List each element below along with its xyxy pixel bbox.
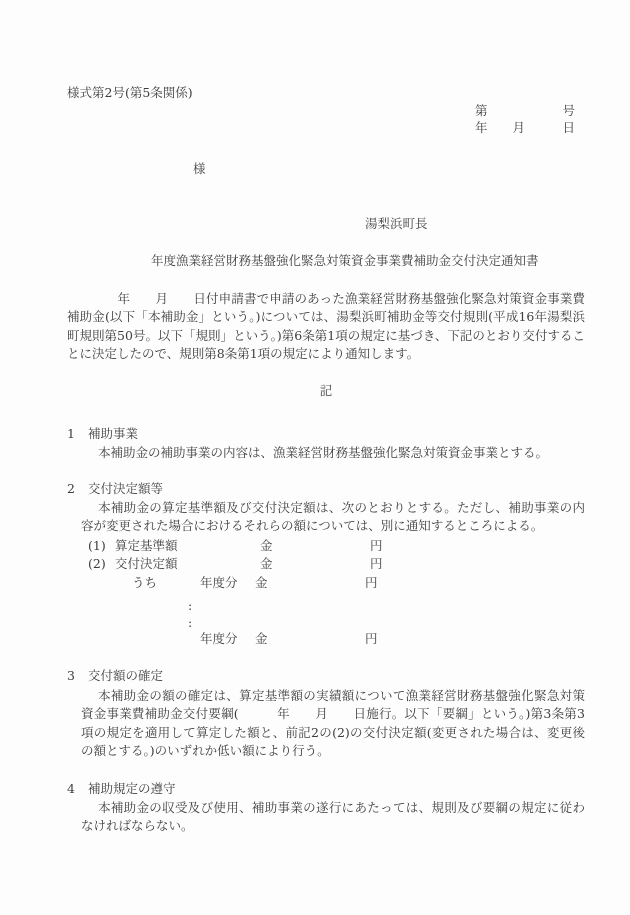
- amount-line-1: [0, 537, 630, 555]
- section-3-body: 本補助金の額の確定は、算定基準額の実績額について漁業経営財務基盤強化緊急対策資金事業費補助金交付要綱( 年 月 日施行。以下「要綱」という。)第3条第3項の規定を適用して算定した額と、前記2の(2)の交付決定額(変更された場合は、変更後の額とする。)のいずれか低い額により行う。: [81, 688, 585, 759]
- sender-title: 湯梨浜町長: [365, 216, 428, 231]
- amount-1-yen: 円: [370, 538, 383, 553]
- uchi-nendo-label: 年度分: [200, 575, 238, 590]
- section-3-heading-label: 交付額の確定: [88, 668, 164, 683]
- doc-number-line: 第 号: [474, 103, 575, 118]
- section-1-heading-label: 補助事業: [88, 426, 139, 441]
- amount-1-number: (1): [88, 538, 106, 553]
- section-2-heading: [67, 480, 163, 498]
- section-2-body: 本補助金の算定基準額及び交付決定額は、次のとおりとする。ただし、補助事業の内容が変更された場合におけるそれらの額については、別に通知するところによる。: [81, 500, 585, 534]
- section-3-heading: [67, 667, 163, 685]
- uchi-kin: 金: [255, 575, 268, 590]
- opening-paragraph: 年 月 日付申請書で申請のあった漁業経営財務基盤強化緊急対策資金事業費補助金(以下「本補助金」という。)については、湯梨浜町補助金等交付規則(平成16年湯梨浜町規則第50号。以下「規則」という。)第6条第1項の規定に基づき、下記のとおり交付することに決定したので、規則第8条第1項の規定により通知します。: [67, 291, 585, 362]
- addressee-suffix: 様: [193, 161, 206, 176]
- amount-line-2: [0, 555, 630, 573]
- document-title: 年度漁業経営財務基盤強化緊急対策資金事業費補助金交付決定通知書: [113, 253, 539, 268]
- amount-2-kin: 金: [260, 556, 273, 571]
- section-1-body: 本補助金の補助事業の内容は、漁業経営財務基盤強化緊急対策資金事業とする。: [98, 445, 549, 460]
- last-kin: 金: [255, 631, 268, 646]
- section-3-number: 3: [67, 668, 75, 683]
- ellipsis-colon-1: :: [188, 598, 193, 613]
- amount-ellipsis-line-1: [0, 597, 630, 615]
- amount-1-label: 算定基準額: [115, 538, 178, 553]
- section-1-heading: [67, 425, 138, 443]
- section-2-number: 2: [67, 481, 75, 496]
- amount-line-uchi: [0, 574, 630, 592]
- amount-2-number: (2): [88, 556, 106, 571]
- section-4-number: 4: [67, 781, 75, 796]
- last-nendo-label: 年度分: [200, 631, 238, 646]
- ellipsis-colon-2: :: [188, 615, 193, 630]
- uchi-label: うち: [132, 575, 158, 590]
- section-4-body: 本補助金の収受及び使用、補助事業の遂行にあたっては、規則及び要綱の規定に従わなければならない。: [81, 800, 585, 834]
- amount-2-yen: 円: [370, 556, 383, 571]
- section-2-heading-label: 交付決定額等: [88, 481, 164, 496]
- section-4-heading-label: 補助規定の遵守: [88, 781, 176, 796]
- amount-line-last: [0, 630, 630, 648]
- doc-date-line: 年 月 日: [474, 120, 575, 135]
- form-number: 様式第2号(第5条関係): [67, 85, 193, 100]
- amount-1-kin: 金: [260, 538, 273, 553]
- ki-marker: 記: [319, 383, 333, 398]
- amount-2-label: 交付決定額: [115, 556, 178, 571]
- section-1-number: 1: [67, 426, 75, 441]
- section-4-heading: [67, 780, 176, 798]
- last-yen: 円: [365, 631, 378, 646]
- uchi-yen: 円: [365, 575, 378, 590]
